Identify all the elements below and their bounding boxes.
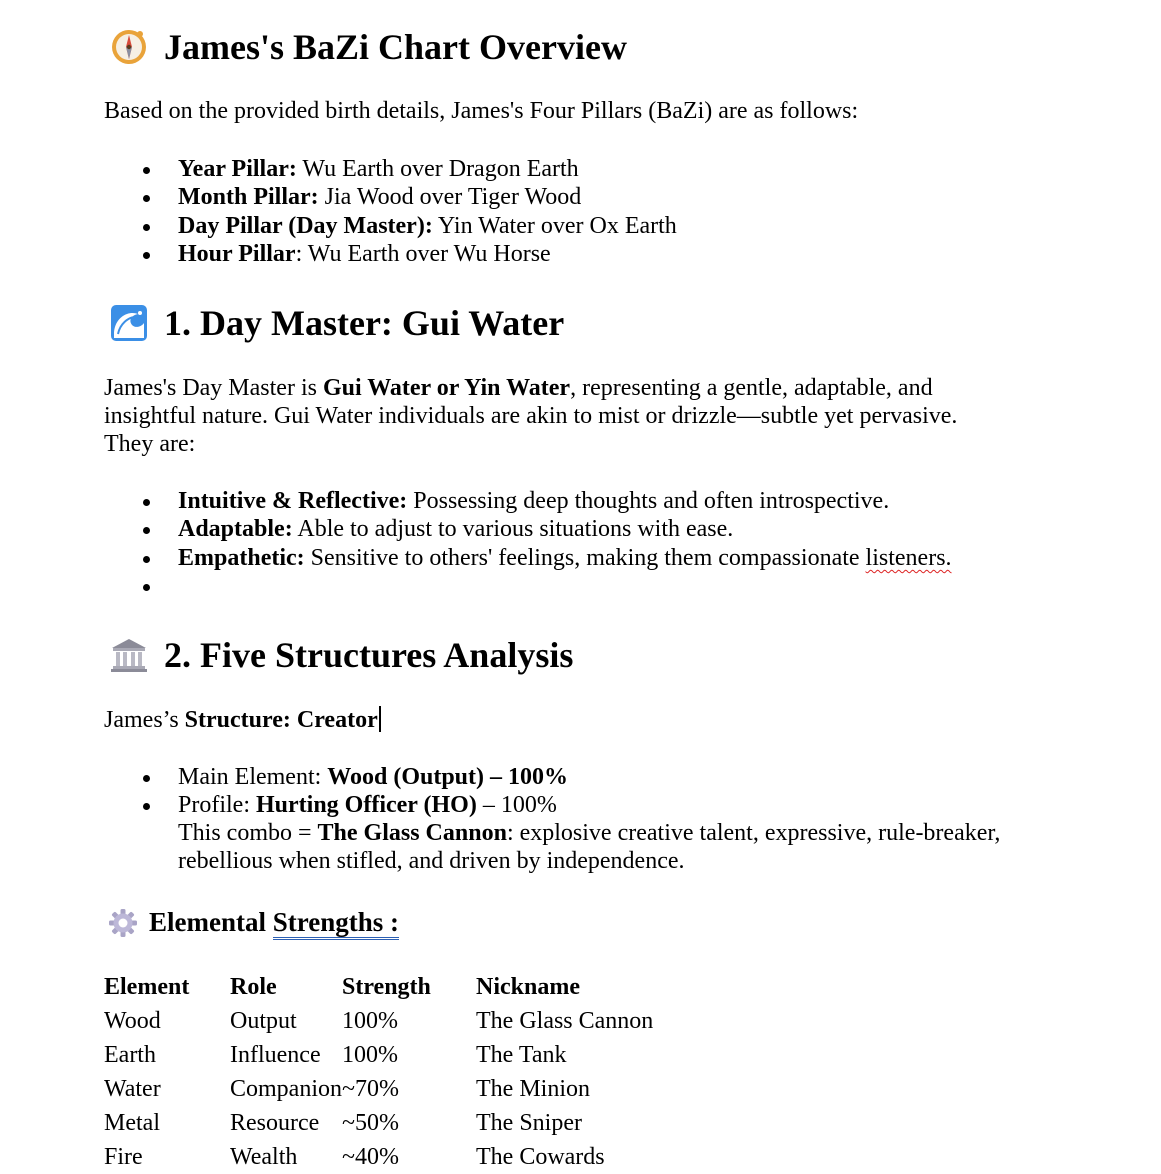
list-bullet [143, 252, 150, 259]
trait-value: Able to adjust to various situations with ease. [292, 516, 734, 542]
column-header: Element [104, 973, 190, 1000]
combo-description: : explosive creative talent, expressive, rule-breaker, [506, 820, 1001, 846]
table-cell: Companion [230, 1075, 342, 1102]
trait-label: Intuitive & Reflective: [178, 488, 408, 514]
table-row [104, 1106, 676, 1140]
table-cell: The Cowards [476, 1143, 605, 1170]
table-cell: Earth [104, 1041, 156, 1068]
table-cell: The Minion [476, 1075, 590, 1102]
column-header: Role [230, 973, 277, 1000]
table-cell: Fire [104, 1143, 143, 1170]
table-cell: Resource [230, 1109, 320, 1136]
trait-label: Empathetic: [178, 545, 305, 571]
table-row [104, 1004, 676, 1038]
overview-heading: James's BaZi Chart Overview [164, 27, 627, 67]
structure-line [104, 706, 381, 734]
item-value: Wood (Output) – 100% [327, 764, 568, 790]
table-cell: The Sniper [476, 1109, 582, 1136]
gear-icon [108, 908, 138, 938]
paragraph-bold: Gui Water or Yin Water [322, 375, 571, 401]
table-row [104, 1140, 676, 1174]
column-header: Nickname [476, 973, 580, 1000]
item-value: Hurting Officer (HO) [256, 792, 477, 818]
table-cell: ~50% [342, 1109, 399, 1136]
table-cell: Influence [230, 1041, 321, 1068]
table-cell: The Tank [476, 1041, 567, 1068]
pillar-label: Day Pillar (Day Master): [178, 213, 433, 239]
table-header-row [104, 970, 676, 1004]
trait-item [178, 544, 952, 572]
column-header: Strength [342, 973, 431, 1000]
pillar-label: Month Pillar: [178, 184, 319, 210]
table-cell: Output [230, 1007, 297, 1034]
pillar-item-hour [178, 240, 551, 268]
table-cell: Metal [104, 1109, 160, 1136]
table-cell: Water [104, 1075, 161, 1102]
table-cell: 100% [342, 1007, 398, 1034]
combo-prefix: This combo = [178, 820, 318, 846]
table-cell: Wealth [230, 1143, 298, 1170]
table-cell: The Glass Cannon [476, 1007, 654, 1034]
trait-label: Adaptable: [178, 516, 293, 542]
trait-item [178, 515, 733, 543]
pillar-value: Wu Earth over Dragon Earth [296, 156, 579, 182]
pillar-value: Jia Wood over Tiger Wood [318, 184, 582, 210]
structure-value: Structure: Creator [184, 707, 378, 733]
spellcheck-flagged-word[interactable]: listeners. [865, 545, 952, 571]
day-master-heading: 1. Day Master: Gui Water [164, 303, 565, 343]
combo-name: The Glass Cannon [317, 820, 507, 846]
list-bullet [143, 556, 150, 563]
list-bullet [143, 775, 150, 782]
pillar-item-year [178, 155, 579, 183]
empty-list-bullet [143, 584, 150, 591]
pillar-label: Hour Pillar [178, 241, 296, 267]
list-bullet [143, 803, 150, 810]
heading-text: Elemental [149, 907, 273, 937]
profile-item [178, 791, 557, 819]
trait-value: Possessing deep thoughts and often introspective. [407, 488, 890, 514]
list-bullet [143, 224, 150, 231]
day-master-paragraph-line-1 [104, 374, 933, 402]
strengths-heading [149, 907, 399, 938]
list-bullet [143, 195, 150, 202]
trait-value: Sensitive to others' feelings, making them compassionate [304, 545, 866, 571]
compass-icon [110, 28, 148, 66]
pillar-value: : Wu Earth over Wu Horse [295, 241, 551, 267]
day-master-paragraph-line-3: They are: [104, 431, 196, 457]
table-row [104, 1072, 676, 1106]
structures-heading: 2. Five Structures Analysis [164, 635, 574, 675]
combo-line-1 [178, 819, 1000, 847]
paragraph-text: , representing a gentle, adaptable, and [570, 375, 933, 401]
item-label: Main Element: [178, 764, 328, 790]
structure-prefix: James’s [104, 707, 185, 733]
day-master-paragraph-line-2: insightful nature. Gui Water individuals are akin to mist or drizzle—subtle yet pervasive. [104, 403, 958, 429]
table-cell: ~70% [342, 1075, 399, 1102]
table-cell: 100% [342, 1041, 398, 1068]
list-bullet [143, 167, 150, 174]
table-cell: ~40% [342, 1143, 399, 1170]
strengths-heading-link[interactable]: Strengths : [273, 907, 399, 940]
combo-line-2: rebellious when stifled, and driven by independence. [178, 848, 685, 874]
table-row [104, 1038, 676, 1072]
water-wave-icon [110, 304, 148, 342]
list-bullet [143, 499, 150, 506]
pillar-value: Yin Water over Ox Earth [432, 213, 677, 239]
classical-building-icon [110, 636, 148, 674]
paragraph-text: James's Day Master is [104, 375, 323, 401]
trait-item [178, 487, 889, 515]
list-bullet [143, 527, 150, 534]
elemental-strengths-table [104, 970, 676, 1174]
item-label: Profile: [178, 792, 256, 818]
item-suffix: – 100% [476, 792, 557, 818]
table-cell: Wood [104, 1007, 161, 1034]
text-cursor [379, 706, 381, 732]
main-element-item [178, 763, 568, 791]
overview-intro: Based on the provided birth details, James's Four Pillars (BaZi) are as follows: [104, 98, 859, 124]
pillar-label: Year Pillar: [178, 156, 297, 182]
pillar-item-day [178, 212, 677, 240]
pillar-item-month [178, 183, 581, 211]
